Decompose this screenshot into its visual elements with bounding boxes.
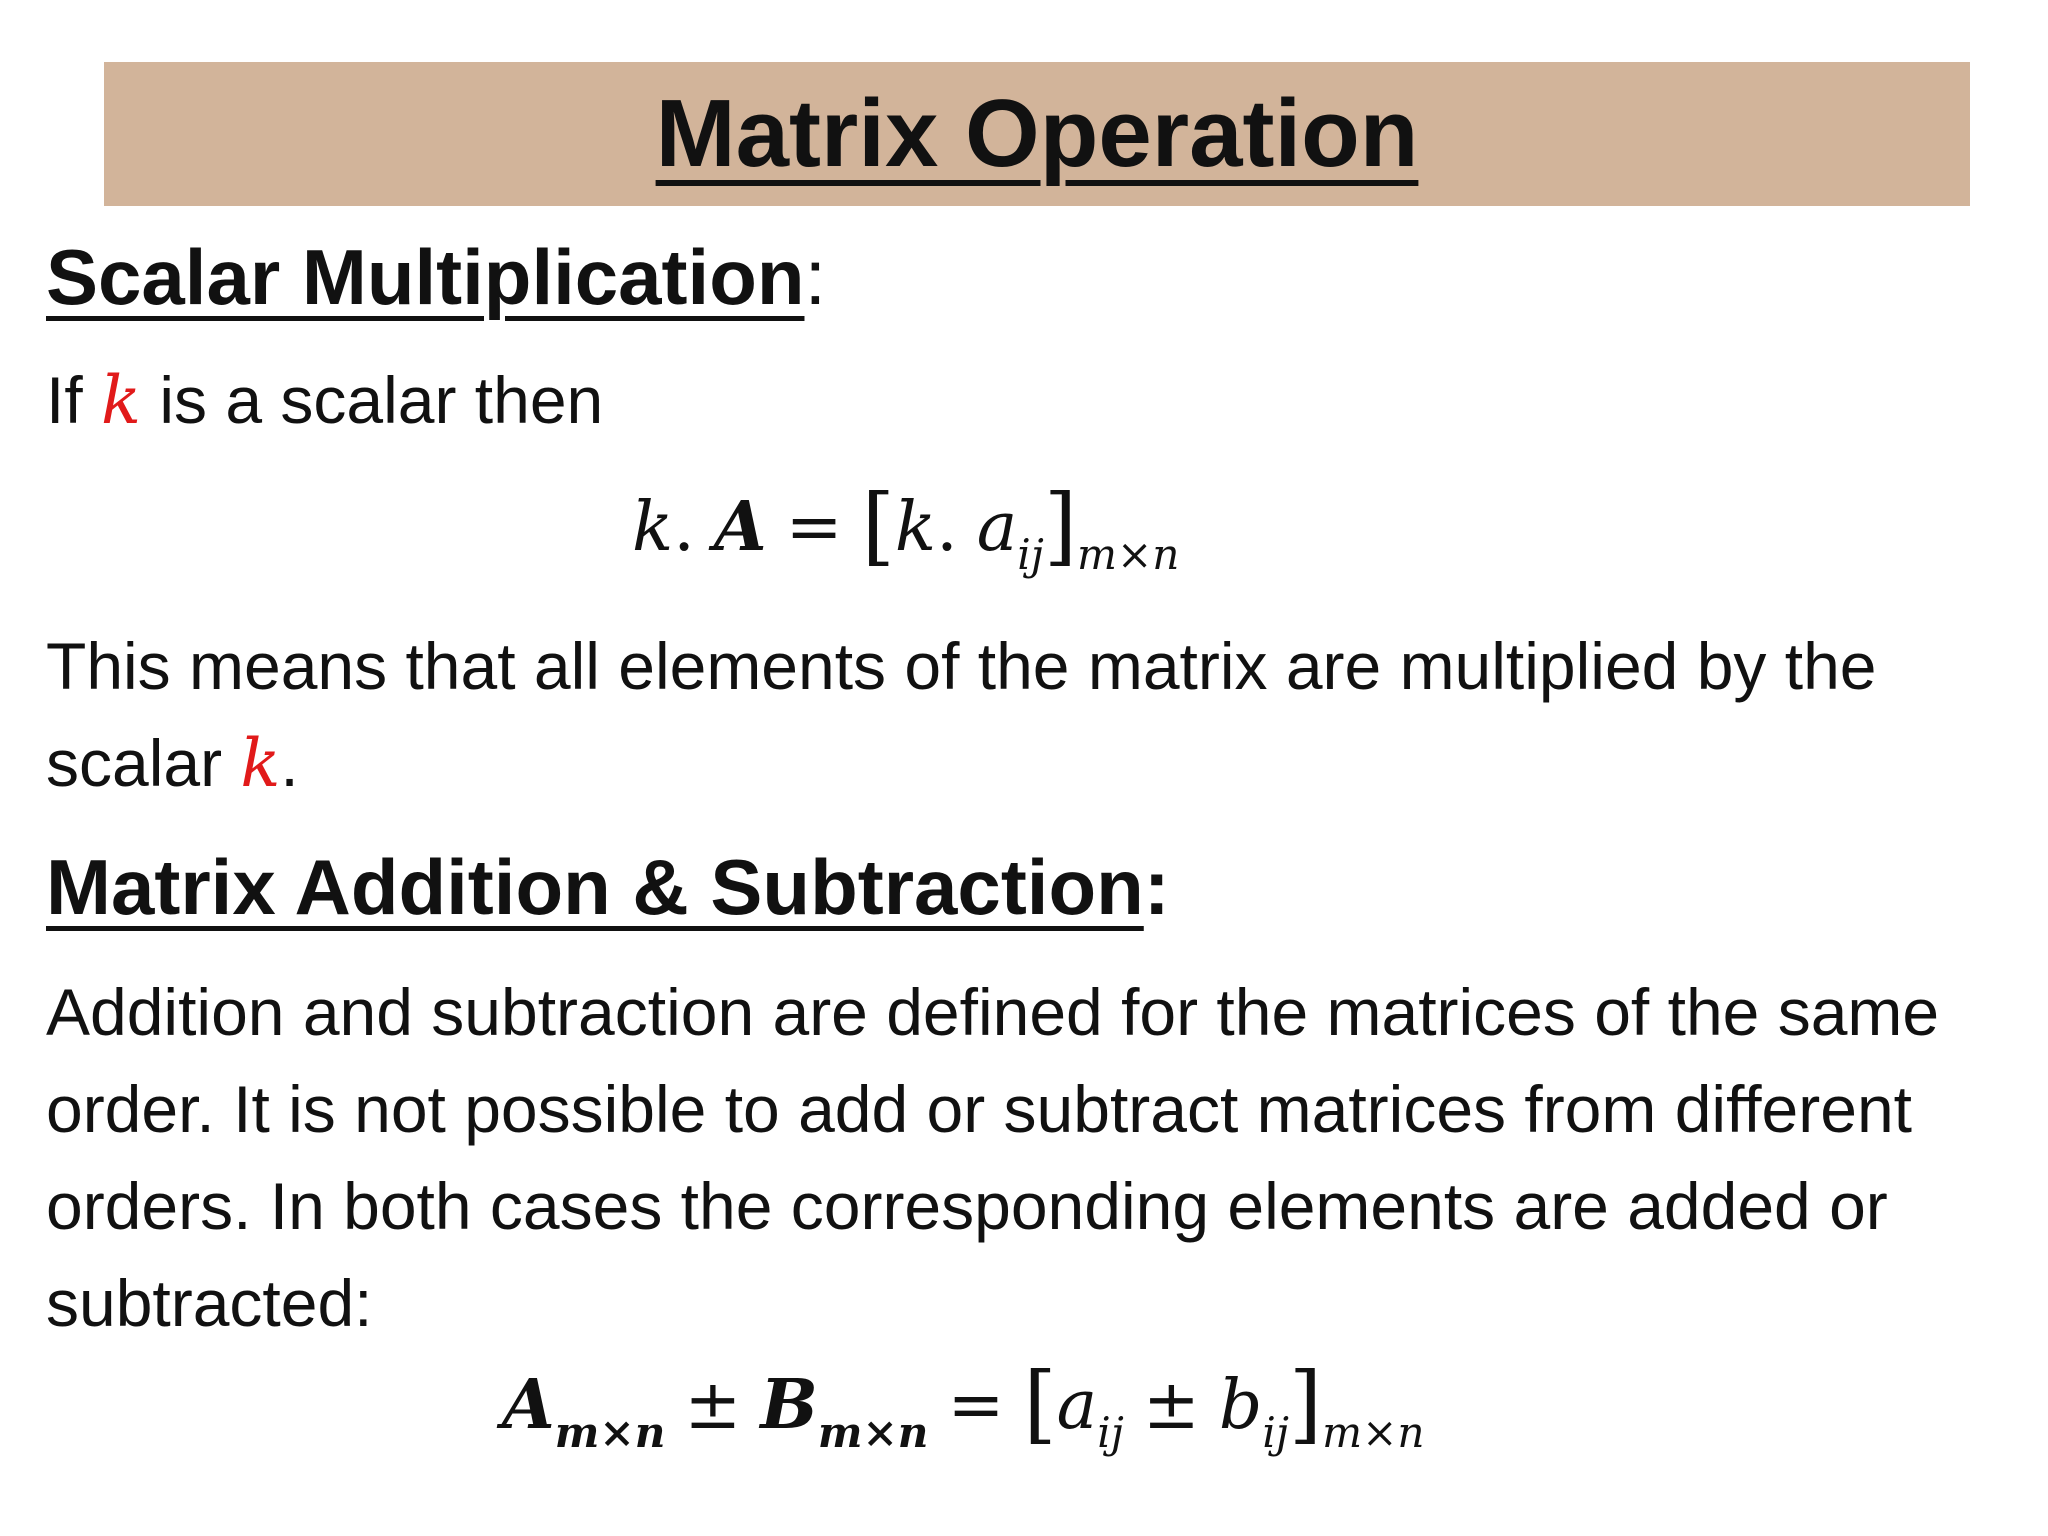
formula-plus-minus-inner: ±	[1142, 1365, 1200, 1445]
addition-subtraction-formula	[502, 1355, 1425, 1457]
formula-dot-inner: .	[936, 487, 958, 567]
formula-order-subscript: m×n	[1077, 529, 1180, 579]
formula-equals: =	[785, 487, 843, 567]
formula-element-subscript: ij	[1017, 529, 1044, 579]
addsub-heading-text: Matrix Addition & Subtraction	[46, 843, 1144, 931]
formula-right-bracket: ]	[1043, 477, 1078, 576]
scalar-explanation	[46, 618, 2006, 812]
formula-element-b-subscript: ij	[1262, 1407, 1289, 1457]
formula-left-bracket: [	[1023, 1355, 1057, 1454]
formula-element-b: b	[1218, 1365, 1263, 1445]
scalar-multiplication-formula	[632, 477, 1180, 579]
addsub-heading-colon: :	[1143, 843, 1170, 931]
page-title: Matrix Operation	[655, 80, 1419, 187]
formula-k-inner: k	[894, 487, 937, 567]
matrix-addition-subtraction-heading	[46, 843, 1170, 931]
formula-a-order: m×n	[554, 1406, 666, 1457]
formula-order-subscript: m×n	[1322, 1407, 1425, 1457]
formula-b-order: m×n	[817, 1406, 929, 1457]
scalar-intro	[46, 352, 2006, 449]
scalar-explanation-after: .	[280, 726, 299, 800]
scalar-multiplication-heading	[46, 233, 827, 321]
formula-element-a-subscript: ij	[1097, 1407, 1124, 1457]
scalar-intro-variable: k	[101, 362, 142, 439]
scalar-heading-text: Scalar Multiplication	[46, 233, 805, 321]
formula-equals: =	[947, 1365, 1005, 1445]
formula-left-bracket: [	[861, 477, 895, 576]
formula-dot: .	[673, 487, 695, 567]
formula-right-bracket: ]	[1288, 1355, 1323, 1454]
scalar-intro-before: If	[46, 363, 102, 437]
scalar-explanation-before: This means that all elements of the matrix are multiplied by the scalar	[46, 629, 1877, 800]
formula-element-a: a	[976, 487, 1018, 567]
formula-matrix-a: A	[502, 1364, 555, 1445]
addsub-paragraph: Addition and subtraction are defined for the matrices of the same order. It is not possible to add or subtract matrices from different orders. In both cases the corresponding elements are added or subtracted:	[46, 975, 1940, 1340]
formula-matrix-b: B	[760, 1364, 818, 1445]
scalar-explanation-variable: k	[240, 725, 281, 802]
formula-element-a: a	[1056, 1365, 1098, 1445]
formula-plus-minus: ±	[684, 1365, 742, 1445]
title-banner	[104, 62, 1970, 206]
formula-matrix-a: A	[713, 486, 767, 567]
formula-k: k	[632, 487, 674, 567]
scalar-intro-after: is a scalar then	[141, 363, 604, 437]
scalar-heading-colon: :	[804, 233, 827, 321]
